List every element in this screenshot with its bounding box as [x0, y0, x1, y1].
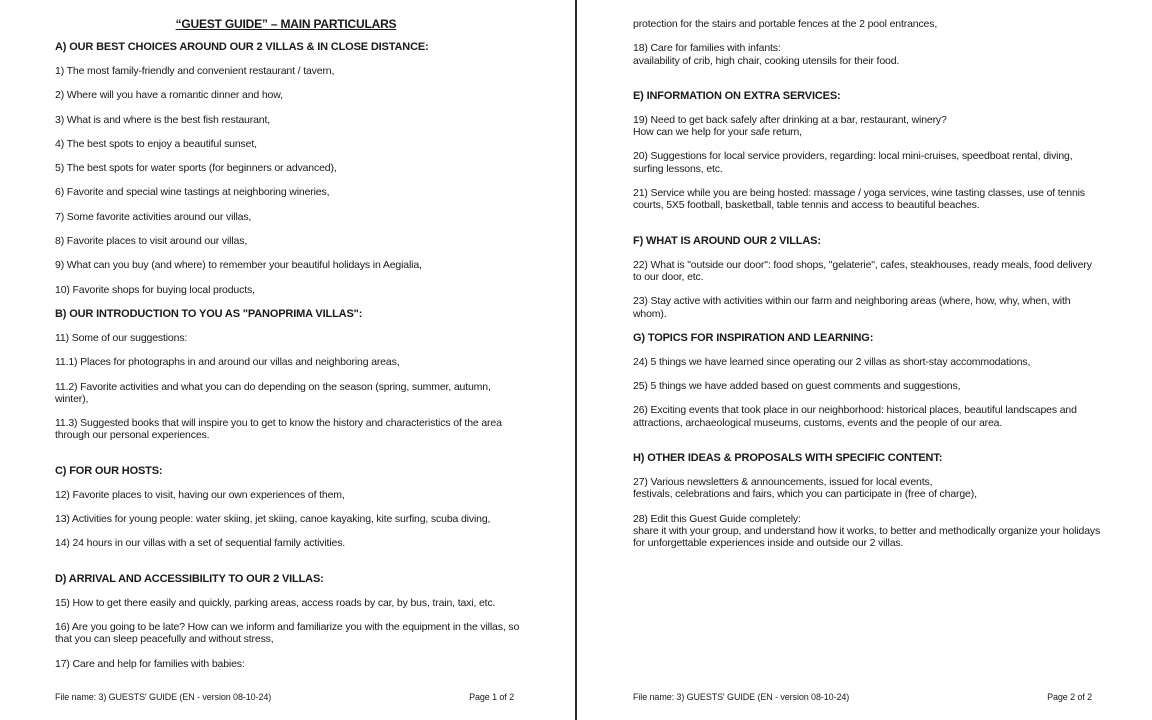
list-item: 14) 24 hours in our villas with a set of sequential family activities. — [55, 537, 346, 550]
spacer — [633, 79, 1103, 90]
list-item: 11.2) Favorite activities and what you can do depending on the season (spring, summer, autumn, winter), — [55, 380, 491, 405]
spacer — [633, 441, 1103, 452]
list-item: 18) Care for families with infants: availability of crib, high chair, cooking utensils for their food. — [633, 42, 900, 67]
list-item: 4) The best spots to enjoy a beautiful sunset, — [55, 137, 257, 150]
list-item: 5) The best spots for water sports (for beginners or advanced), — [55, 162, 337, 175]
section-e-heading: E) INFORMATION ON EXTRA SERVICES: — [633, 89, 841, 102]
list-item: 20) Suggestions for local service providers, regarding: local mini-cruises, speedboat rental, diving, surfing lessons, etc. — [633, 150, 1073, 175]
spacer — [55, 454, 525, 465]
footer-page-number: Page 1 of 2 — [469, 692, 514, 702]
spacer — [55, 562, 525, 573]
list-item: 3) What is and where is the best fish restaurant, — [55, 113, 271, 126]
list-item: 23) Stay active with activities within our farm and neighboring areas (where, how, why, when, with whom). — [633, 295, 1071, 320]
list-item: 12) Favorite places to visit, having our own experiences of them, — [55, 488, 345, 501]
section-f-heading: F) WHAT IS AROUND OUR 2 VILLAS: — [633, 234, 821, 247]
list-item: 22) What is "outside our door": food shops, "gelaterie", cafes, steakhouses, ready meals, food delivery to our door, etc. — [633, 258, 1092, 283]
list-item: 9) What can you buy (and where) to remember your beautiful holidays in Aegialia, — [55, 259, 422, 272]
list-item: 28) Edit this Guest Guide completely: share it with your group, and understand how it works, to better and methodically organize your holidays for unforgettable experiences inside and outside our 2 villas. — [633, 512, 1101, 550]
section-b-heading: B) OUR INTRODUCTION TO YOU AS "PANOPRIMA VILLAS": — [55, 307, 363, 320]
list-item: 19) Need to get back safely after drinking at a bar, restaurant, winery? How can we help for your safe return, — [633, 113, 947, 139]
page-2-content — [633, 18, 1103, 550]
list-item: 17) Care and help for families with babies: — [55, 657, 245, 670]
spacer — [633, 224, 1103, 235]
list-item: 15) How to get there easily and quickly, parking areas, access roads by car, by bus, train, taxi, etc. — [55, 596, 496, 609]
list-item: 2) Where will you have a romantic dinner and how, — [55, 89, 283, 102]
list-item: 24) 5 things we have learned since operating our 2 villas as short-stay accommodations, — [633, 355, 1031, 368]
list-item: 26) Exciting events that took place in our neighborhood: historical places, beautiful landscapes and attractions, archaeological museums, customs, events and the people of our area. — [633, 404, 1077, 429]
list-item: 8) Favorite places to visit around our villas, — [55, 235, 248, 248]
list-item: 7) Some favorite activities around our villas, — [55, 210, 252, 223]
list-item: 6) Favorite and special wine tastings at neighboring wineries, — [55, 186, 330, 199]
document-page-2 — [577, 0, 1152, 720]
list-item: 16) Are you going to be late? How can we inform and familiarize you with the equipment in the villas, so that you can sleep peacefully and without stress, — [55, 620, 520, 646]
footer-file-name: File name: 3) GUESTS' GUIDE (EN - version 08-10-24) — [633, 692, 850, 702]
list-item: 25) 5 things we have added based on guest comments and suggestions, — [633, 380, 961, 393]
list-item: 27) Various newsletters & announcements, issued for local events, festivals, celebrations and fairs, which you can participate in (free of charge), — [633, 476, 977, 501]
section-d-heading: D) ARRIVAL AND ACCESSIBILITY TO OUR 2 VILLAS: — [55, 572, 324, 585]
list-item: 13) Activities for young people: water skiing, jet skiing, canoe kayaking, kite surfing, scuba diving, — [55, 513, 491, 526]
footer-page-number: Page 2 of 2 — [1047, 692, 1092, 702]
footer-file-name: File name: 3) GUESTS' GUIDE (EN - version 08-10-24) — [55, 692, 272, 702]
list-item: 11.1) Places for photographs in and around our villas and neighboring areas, — [55, 356, 400, 369]
list-item: 11) Some of our suggestions: — [55, 331, 188, 344]
section-c-heading: C) FOR OUR HOSTS: — [55, 464, 163, 477]
section-h-heading: H) OTHER IDEAS & PROPOSALS WITH SPECIFIC CONTENT: — [633, 452, 943, 465]
section-a-heading: A) OUR BEST CHOICES AROUND OUR 2 VILLAS & IN CLOSE DISTANCE: — [55, 41, 429, 53]
section-g-heading: G) TOPICS FOR INSPIRATION AND LEARNING: — [633, 331, 874, 344]
list-item: 21) Service while you are being hosted: massage / yoga services, wine tasting classes, use of tennis courts, 5X5 football, basketball, table tennis and access to beautiful beaches. — [633, 187, 1085, 212]
document-title: “GUEST GUIDE” – MAIN PARTICULARS — [175, 17, 397, 31]
list-item: 10) Favorite shops for buying local products, — [55, 283, 255, 296]
page-1-content — [55, 17, 525, 670]
document-page-1 — [0, 0, 575, 720]
list-item: 1) The most family-friendly and convenient restaurant / tavern, — [55, 65, 335, 77]
continuation-text: protection for the stairs and portable fences at the 2 pool entrances, — [633, 18, 938, 30]
list-item: 11.3) Suggested books that will inspire you to get to know the history and characteristics of the area through our personal experiences. — [55, 417, 502, 442]
